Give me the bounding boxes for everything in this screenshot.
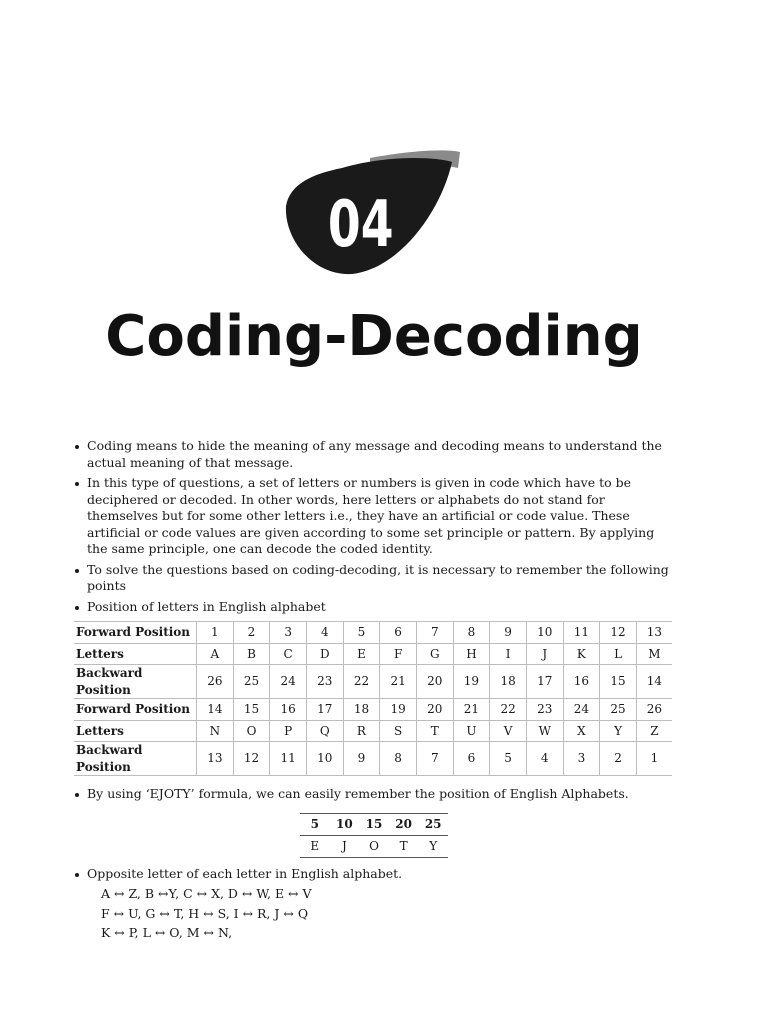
- position-row-label: Backward Position: [74, 665, 197, 699]
- position-cell: 15: [233, 699, 270, 721]
- position-cell: 24: [563, 699, 600, 721]
- bullet-solve: To solve the questions based on coding-decoding, it is necessary to remember the following points: [74, 562, 674, 595]
- position-table-row: [74, 665, 672, 699]
- position-cell: 16: [563, 665, 600, 699]
- position-cell: 3: [563, 742, 600, 776]
- position-cell: Z: [636, 720, 672, 742]
- ejoty-letter: E: [300, 835, 330, 857]
- position-cell: 1: [636, 742, 672, 776]
- position-cell: 11: [563, 622, 600, 644]
- position-cell: T: [416, 720, 453, 742]
- position-cell: 3: [270, 622, 307, 644]
- opposite-pairs: [101, 886, 674, 945]
- position-cell: O: [233, 720, 270, 742]
- ejoty-table: [300, 813, 448, 858]
- position-cell: D: [306, 643, 343, 665]
- ejoty-number: 10: [330, 813, 360, 835]
- bullet-ejoty: By using ‘EJOTY’ formula, we can easily remember the position of English Alphabets.: [74, 786, 674, 803]
- position-cell: 14: [197, 699, 234, 721]
- position-cell: 10: [306, 742, 343, 776]
- position-cell: 12: [600, 622, 637, 644]
- position-cell: A: [197, 643, 234, 665]
- position-cell: 6: [453, 742, 490, 776]
- position-cell: I: [490, 643, 527, 665]
- position-cell: 21: [453, 699, 490, 721]
- position-cell: Y: [600, 720, 637, 742]
- position-table-row: [74, 720, 672, 742]
- bullet-opposite: Opposite letter of each letter in English alphabet.: [74, 866, 674, 883]
- position-cell: N: [197, 720, 234, 742]
- position-cell: 7: [416, 742, 453, 776]
- position-cell: 17: [306, 699, 343, 721]
- ejoty-number: 5: [300, 813, 330, 835]
- ejoty-letter: T: [389, 835, 419, 857]
- ejoty-number: 25: [418, 813, 448, 835]
- position-row-label: Backward Position: [74, 742, 197, 776]
- ejoty-letter: J: [330, 835, 360, 857]
- bullet-intro: Coding means to hide the meaning of any message and decoding means to understand the actual meaning of that message.: [74, 438, 674, 471]
- position-cell: 15: [600, 665, 637, 699]
- position-cell: 21: [380, 665, 417, 699]
- position-cell: X: [563, 720, 600, 742]
- position-row-label: Forward Position: [74, 699, 197, 721]
- position-cell: 14: [636, 665, 672, 699]
- position-cell: 25: [233, 665, 270, 699]
- position-cell: 23: [526, 699, 563, 721]
- position-cell: 11: [270, 742, 307, 776]
- position-cell: 4: [526, 742, 563, 776]
- position-cell: 22: [490, 699, 527, 721]
- position-cell: S: [380, 720, 417, 742]
- chapter-title: Coding-Decoding: [105, 304, 643, 369]
- position-cell: E: [343, 643, 380, 665]
- position-cell: L: [600, 643, 637, 665]
- ejoty-numbers-row: [300, 813, 448, 835]
- position-cell: 5: [490, 742, 527, 776]
- position-table-row: [74, 622, 672, 644]
- position-cell: 9: [490, 622, 527, 644]
- position-cell: J: [526, 643, 563, 665]
- position-table-row: [74, 699, 672, 721]
- opposite-pair-line: K ↔ P, L ↔ O, M ↔ N,: [101, 925, 233, 940]
- bullet-position: Position of letters in English alphabet: [74, 599, 674, 616]
- ejoty-number: 15: [359, 813, 389, 835]
- position-cell: 19: [453, 665, 490, 699]
- position-cell: B: [233, 643, 270, 665]
- ejoty-number: 20: [389, 813, 419, 835]
- position-table-row: [74, 742, 672, 776]
- position-cell: 17: [526, 665, 563, 699]
- position-cell: 10: [526, 622, 563, 644]
- position-cell: 20: [416, 665, 453, 699]
- position-table-row: [74, 643, 672, 665]
- position-cell: C: [270, 643, 307, 665]
- position-cell: 5: [343, 622, 380, 644]
- position-cell: 8: [453, 622, 490, 644]
- position-cell: M: [636, 643, 672, 665]
- position-cell: U: [453, 720, 490, 742]
- position-cell: 2: [600, 742, 637, 776]
- ejoty-letter: Y: [418, 835, 448, 857]
- position-cell: 20: [416, 699, 453, 721]
- alphabet-position-table: [74, 621, 672, 776]
- position-cell: F: [380, 643, 417, 665]
- position-cell: 18: [343, 699, 380, 721]
- position-cell: 8: [380, 742, 417, 776]
- position-row-label: Letters: [74, 720, 197, 742]
- position-cell: G: [416, 643, 453, 665]
- position-cell: 24: [270, 665, 307, 699]
- position-cell: 1: [197, 622, 234, 644]
- position-cell: K: [563, 643, 600, 665]
- position-cell: H: [453, 643, 490, 665]
- position-cell: 13: [636, 622, 672, 644]
- position-cell: 9: [343, 742, 380, 776]
- position-cell: 23: [306, 665, 343, 699]
- position-cell: 19: [380, 699, 417, 721]
- ejoty-letters-row: [300, 835, 448, 857]
- position-cell: 18: [490, 665, 527, 699]
- position-cell: 4: [306, 622, 343, 644]
- position-cell: W: [526, 720, 563, 742]
- chapter-badge: [282, 148, 462, 278]
- position-cell: 26: [636, 699, 672, 721]
- position-cell: Q: [306, 720, 343, 742]
- opposite-pair-line: A ↔ Z, B ↔Y, C ↔ X, D ↔ W, E ↔ V: [101, 886, 312, 901]
- position-cell: 6: [380, 622, 417, 644]
- position-cell: R: [343, 720, 380, 742]
- bullet-types: In this type of questions, a set of letters or numbers is given in code which have to be deciphered or decoded. In other words, here letters or alphabets do not stand for themselves but for some other letters i.e., they have an artificial or code value. These artificial or code values are given according to some set principle or pattern. By applying the same principle, one can decode the coded identity.: [74, 475, 674, 558]
- position-row-label: Forward Position: [74, 622, 197, 644]
- chapter-number: 04: [327, 186, 394, 262]
- position-cell: 7: [416, 622, 453, 644]
- chapter-content: [74, 438, 674, 945]
- position-cell: 25: [600, 699, 637, 721]
- position-cell: 2: [233, 622, 270, 644]
- position-row-label: Letters: [74, 643, 197, 665]
- ejoty-letter: O: [359, 835, 389, 857]
- position-cell: 22: [343, 665, 380, 699]
- position-cell: 16: [270, 699, 307, 721]
- position-cell: 13: [197, 742, 234, 776]
- opposite-pair-line: F ↔ U, G ↔ T, H ↔ S, I ↔ R, J ↔ Q: [101, 905, 309, 921]
- position-cell: P: [270, 720, 307, 742]
- position-cell: V: [490, 720, 527, 742]
- position-cell: 26: [197, 665, 234, 699]
- position-cell: 12: [233, 742, 270, 776]
